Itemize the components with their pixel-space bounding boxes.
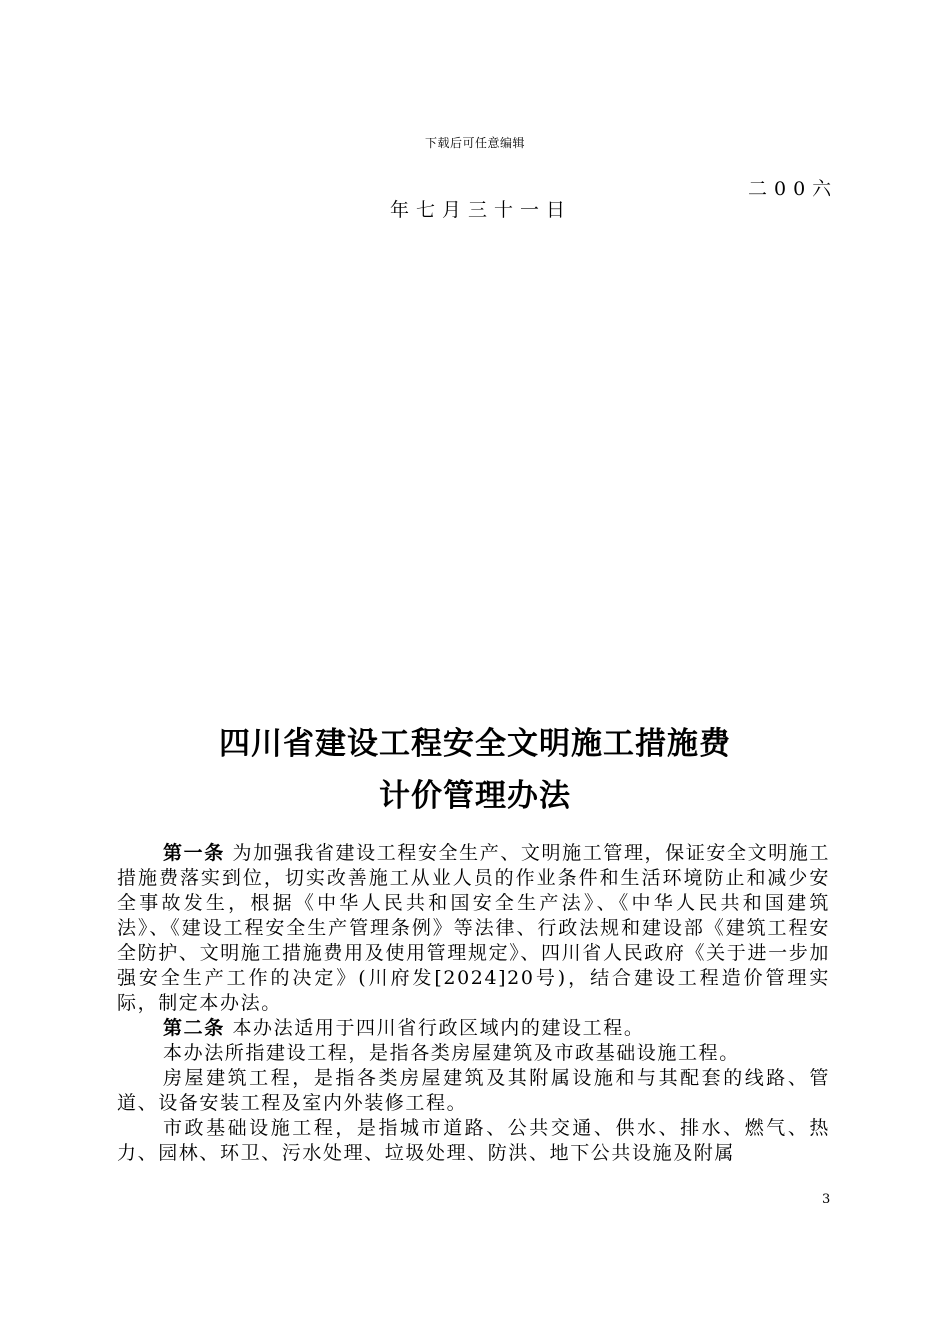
article-1-paragraph bbox=[117, 841, 830, 1016]
document-title-line2: 计价管理办法 bbox=[379, 778, 571, 814]
article-2-paragraph bbox=[117, 1016, 830, 1041]
article-1-text: 为加强我省建设工程安全生产、文明施工管理，保证安全文明施工措施费落实到位，切实改善施工从业人员的作业条件和生活环境防止和减少安全事故发生，根据《中华人民共和国安全生产法》、《中华人民共和国建筑法》、《建设工程安全生产管理条例》等法律、行政法规和建设部《建筑工程安全防护、文明施工措施费用及使用管理规定》、四川省人民政府《关于进一步加强安全生产工作的决定》(川府发[2024]20号)，结合建设工程造价管理实际，制定本办法。 bbox=[117, 842, 830, 1014]
article-1-label: 第一条 bbox=[163, 842, 225, 864]
document-body bbox=[117, 841, 830, 1166]
body-paragraph: 本办法所指建设工程，是指各类房屋建筑及市政基础设施工程。 bbox=[163, 1042, 740, 1064]
page-number: 3 bbox=[822, 1192, 831, 1207]
article-2-label: 第二条 bbox=[163, 1017, 225, 1039]
document-title-line1: 四川省建设工程安全文明施工措施费 bbox=[219, 726, 731, 762]
header-note: 下载后可任意编辑 bbox=[424, 136, 525, 150]
article-2-text: 本办法适用于四川省行政区域内的建设工程。 bbox=[224, 1017, 645, 1039]
body-paragraph: 市政基础设施工程，是指城市道路、公共交通、供水、排水、燃气、热力、园林、环卫、污水处理、垃圾处理、防洪、地下公共设施及附属 bbox=[117, 1117, 830, 1164]
issue-date-part2: 年七月三十一日 bbox=[390, 199, 573, 221]
body-paragraph: 房屋建筑工程，是指各类房屋建筑及其附属设施和与其配套的线路、管道、设备安装工程及室内外装修工程。 bbox=[117, 1067, 830, 1114]
document-title bbox=[0, 718, 950, 822]
issue-date-part1: 二00六 bbox=[748, 178, 839, 200]
